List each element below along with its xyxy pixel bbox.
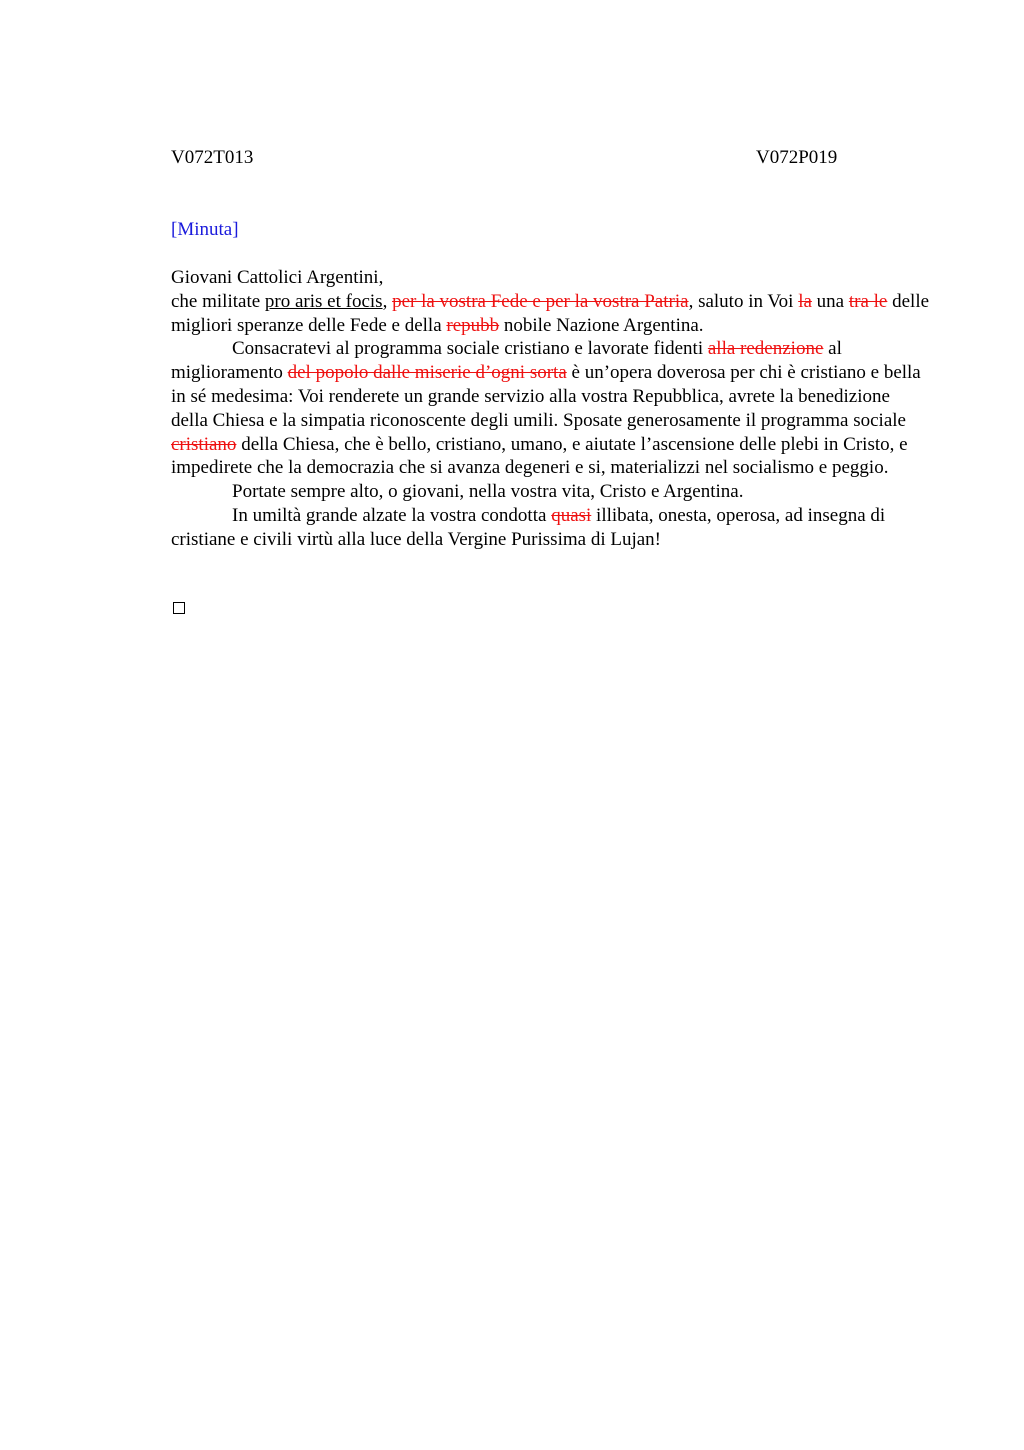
deleted-text: tra le <box>848 290 888 312</box>
paragraph <box>171 337 931 480</box>
text-run: è un’opera doverosa per chi è cristiano e bella in sé medesima: Voi renderete un grande servizio alla vostra Repubblica, avrete la benedizione della Chiesa e la simpatia riconoscente degli umili. Sposate generosamente il programma sociale <box>171 362 921 431</box>
document-page <box>171 146 931 550</box>
end-marker-box-icon <box>173 602 185 614</box>
text-run: delle migliori speranze delle Fede e della <box>171 290 930 336</box>
deleted-text: alla redenzione <box>707 338 824 360</box>
text-run: , saluto in Voi <box>688 290 799 312</box>
deleted-text: del popolo dalle miserie d’ogni sorta <box>287 362 567 384</box>
text-run: , <box>382 290 393 312</box>
paragraph <box>171 504 931 552</box>
deleted-text: repubb <box>446 314 500 336</box>
text-run: Consacratevi al programma sociale cristiano e lavorate fidenti <box>232 338 708 360</box>
document-code-left: V072T013 <box>171 147 254 168</box>
text-run: illibata, onesta, operosa, ad insegna di cristiane e civili virtù alla luce della Vergine Purissima di Lujan! <box>171 504 886 550</box>
paragraph <box>171 480 931 504</box>
minuta-label: [Minuta] <box>171 219 239 240</box>
deleted-text: per la vostra Fede e per la vostra Patria <box>392 290 689 312</box>
text-run: che militate <box>171 290 265 312</box>
letter-body <box>171 266 931 552</box>
deleted-text: quasi <box>551 504 592 526</box>
text-run: nobile Nazione Argentina. <box>499 314 704 336</box>
salutation: Giovani Cattolici Argentini, <box>171 267 384 288</box>
text-run: della Chiesa, che è bello, cristiano, umano, e aiutate l’ascensione delle plebi in Cristo, e impedirete che la democrazia che si avanza degeneri e si, materializzi nel socialismo e peggio. <box>171 433 908 479</box>
document-header <box>171 146 931 170</box>
text-run: In umiltà grande alzate la vostra condotta <box>232 504 552 526</box>
paragraph <box>171 290 931 338</box>
deleted-text: cristiano <box>171 433 237 455</box>
deleted-text: la <box>798 290 812 312</box>
document-code-right: V072P019 <box>756 147 838 168</box>
text-run: Portate sempre alto, o giovani, nella vostra vita, Cristo e Argentina. <box>232 481 744 503</box>
underlined-text: pro aris et focis <box>264 290 383 312</box>
text-run: una <box>811 290 849 312</box>
text-run: al miglioramento <box>171 338 842 384</box>
